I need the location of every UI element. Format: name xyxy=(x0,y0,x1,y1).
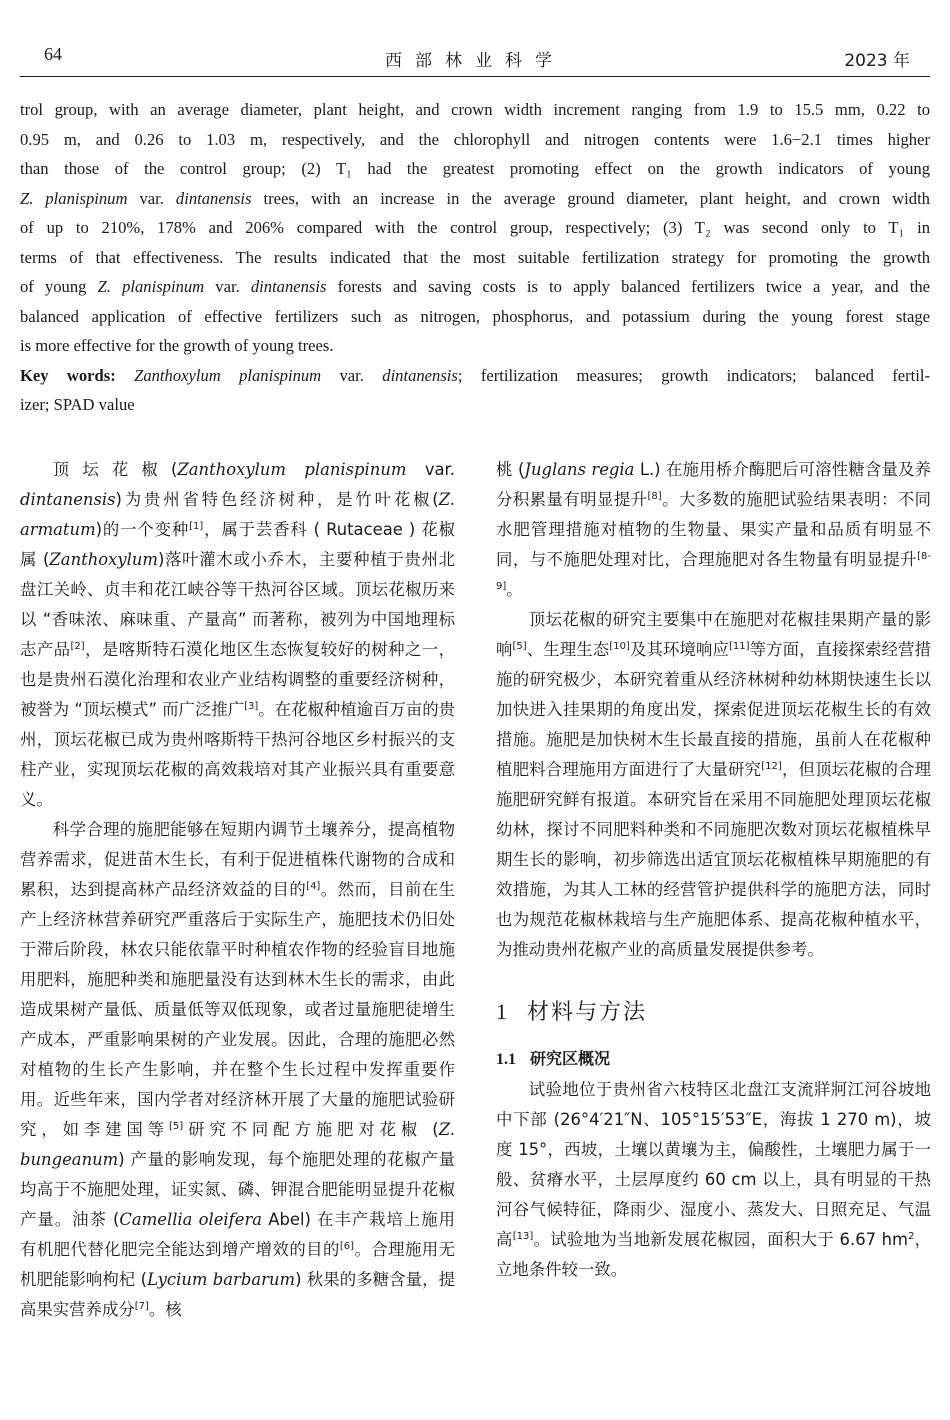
section-heading xyxy=(496,997,931,1028)
body-paragraph: 顶坛花椒(Zanthoxylum planispinum var. dintanensis)为贵州省特色经济树种，是竹叶花椒(Z. armatum)的一个变种[1]，属于芸香科 ( Rutaceae ) 花椒属 (Zanthoxylum)落叶灌木或小乔木，主要种植于贵州北盘江关岭、贞丰和花江峡谷等干热河谷区域。顶坛花椒历来以 “香味浓、麻味重、产量高” 而著称，被列为中国地理标志产品[2]，是喀斯特石漠化地区生态恢复较好的树种之一，也是贵州石漠化治理和农业产业结构调整的重要经济树种，被誉为 “顶坛模式” 而广泛推广[3]。在花椒种植逾百万亩的贵州，顶坛花椒已成为贵州喀斯特干热河谷地区乡村振兴的支柱产业，实现顶坛花椒的高效栽培对其产业振兴具有重要意义。 xyxy=(20,460,456,809)
abstract-line: trol group, with an average diameter, plant height, and crown width increment ranging from 1.9 to 15.5 mm, 0.22 to xyxy=(20,100,930,119)
subsection-number: 1.1 xyxy=(496,1051,516,1068)
citation-ref[interactable]: [5] xyxy=(512,641,527,652)
body-paragraph: 顶坛花椒的研究主要集中在施肥对花椒挂果期产量的影响[5]、生理生态[10]及其环境响应[11]等方面，直接探索经营措施的研究极少，本研究着重从经济林树种幼林期快速生长以加快进入挂果期的角度出发，探索促进顶坛花椒生长的有效措施。施肥是加快树木生长最直接的措施，虽前人在花椒种植肥料合理施用方面进行了大量研究[12]，但顶坛花椒的合理施肥研究鲜有报道。本研究旨在采用不同施肥处理顶坛花椒幼林，探讨不同肥料种类和不同施肥次数对顶坛花椒植株早期生长的影响，初步筛选出适宜顶坛花椒植株早期施肥的有效措施，为其人工林的经营管护提供科学的施肥方法，同时也为规范花椒林栽培与生产施肥体系、提高花椒种植水平，为推动贵州花椒产业的高质量发展提供参考。 xyxy=(496,610,932,959)
section-title: 材料与方法 xyxy=(527,1000,648,1025)
abstract-line: Z. planispinum var. dintanensis trees, with an increase in the average ground diameter, plant height, and crown width xyxy=(20,188,930,208)
species-name: Z. planispinum xyxy=(20,188,128,208)
abstract-line: of up to 210%, 178% and 206% compared with the control group, respectively; (3) T₂ was second only to T₁ in xyxy=(20,218,930,237)
citation-ref[interactable]: [12] xyxy=(761,761,782,772)
subsection-heading xyxy=(496,1044,931,1075)
citation-ref[interactable]: [1] xyxy=(189,521,204,532)
citation-ref[interactable]: [10] xyxy=(609,641,630,652)
publication-year: 2023 年 xyxy=(844,51,910,71)
body-column-left xyxy=(20,455,455,1325)
variety-name: dintanensis xyxy=(250,277,327,296)
body-paragraph: 桃 (Juglans regia L.) 在施用桥介酶肥后可溶性糖含量及养分积累量有明显提升[8]。大多数的施肥试验结果表明：不同水肥管理措施对植物的生物量、果实产量和品质有明显不同，与不施肥处理对比，合理施肥对各生物量有明显提升[8-9]。 xyxy=(496,460,932,599)
keywords-line: Key words: Zanthoxylum planispinum var. dintanensis; fertilization measures; growth indicators; balanced fertil- xyxy=(20,365,931,385)
page-number: 64 xyxy=(44,44,62,64)
keywords-label: Key words: xyxy=(20,365,116,385)
abstract-line: balanced application of effective fertilizers such as nitrogen, phosphorus, and potassium during the young forest stage xyxy=(20,306,930,326)
citation-ref[interactable]: [2] xyxy=(70,641,85,652)
section-number: 1 xyxy=(496,999,509,1024)
citation-ref[interactable]: [8-9] xyxy=(496,551,931,592)
variety-name: dintanensis xyxy=(175,188,252,208)
citation-ref[interactable]: [7] xyxy=(134,1301,149,1312)
species-name: Z. planispinum xyxy=(97,277,205,296)
abstract-line: 0.95 m, and 0.26 to 1.03 m, respectively, and the chlorophyll and nitrogen contents were 1.6−2.1 times higher xyxy=(20,129,930,149)
citation-ref[interactable]: [8] xyxy=(647,491,662,502)
english-abstract xyxy=(20,95,930,420)
journal-title: 西部林业科学 xyxy=(385,51,565,71)
body-paragraph: 试验地位于贵州省六枝特区北盘江支流牂牁江河谷坡地中下部 (26°4′21″N、105°15′53″E，海拔 1 270 m)，坡度 15°，西坡，土壤以黄壤为主，偏酸性，土壤肥力属于一般、贫瘠水平，土层厚度约 60 cm 以上，具有明显的干热河谷气候特征，降雨少、湿度小、蒸发大、日照充足、气温高[13]。试验地为当地新发展花椒园，面积大于 6.67 $hm^2$，立地条件较一致。 xyxy=(496,1080,932,1279)
citation-ref[interactable]: [11] xyxy=(728,641,750,652)
citation-ref[interactable]: [4] xyxy=(306,881,321,892)
subsection-title: 研究区概况 xyxy=(530,1049,611,1068)
abstract-line: than those of the control group; (2) T₁ had the greatest promoting effect on the growth indicators of young xyxy=(20,159,930,178)
body-paragraph: 科学合理的施肥能够在短期内调节土壤养分，提高植物营养需求，促进苗木生长，有利于促进植株代谢物的合成和累积，达到提高林产品经济效益的目的[4]。然而，目前在生产上经济林营养研究严重落后于实际生产，施肥技术仍旧处于滞后阶段，林农只能依靠平时种植农作物的经验盲目地施用肥料，施肥种类和施肥量没有达到林木生长的需求，由此造成果树产量低、质量低等双低现象，或者过量施肥徒增生产成本，严重影响果树的产业发展。因此，合理的施肥必然对植物的生长产生影响，并在整个生长过程中发挥重要作用。近些年来，国内学者对经济林开展了大量的施肥试验研究，如李建国等[5]研究不同配方施肥对花椒 (Z. bungeanum) 产量的影响发现，每个施肥处理的花椒产量均高于不施肥处理，证实氮、磷、钾混合肥能明显提升花椒产量。油茶 (Camellia oleifera Abel) 在丰产栽培上施用有机肥代替化肥完全能达到增产增效的目的[6]。合理施用无机肥能影响枸杞 (Lycium barbarum) 秋果的多糖含量，提高果实营养成分[7]。核 xyxy=(20,820,456,1319)
citation-ref[interactable]: [3] xyxy=(244,701,259,712)
keywords-line: izer; SPAD value xyxy=(20,395,135,414)
abstract-line: is more effective for the growth of young trees. xyxy=(20,336,334,355)
citation-ref[interactable]: [6] xyxy=(339,1241,354,1252)
running-header xyxy=(20,40,930,77)
superscript: 2 xyxy=(907,1231,915,1242)
abstract-line: of young Z. planispinum var. dintanensis forests and saving costs is to apply balanced fertilizers twice a year, and the xyxy=(20,277,930,296)
body-column-right xyxy=(496,455,931,1285)
citation-ref[interactable]: [5] xyxy=(169,1121,184,1132)
abstract-line: terms of that effectiveness. The results indicated that the most suitable fertilization strategy for promoting the growth xyxy=(20,247,930,267)
citation-ref[interactable]: [13] xyxy=(512,1231,534,1242)
